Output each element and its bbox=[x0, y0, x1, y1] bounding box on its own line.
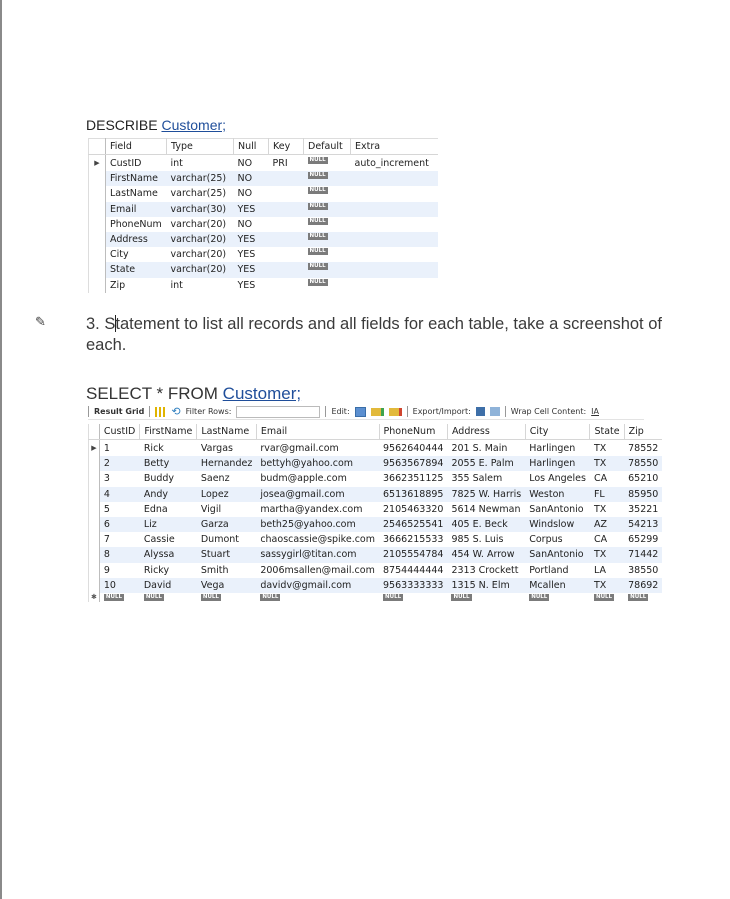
cell-state[interactable] bbox=[590, 593, 624, 602]
cell-lastname[interactable]: Saenz bbox=[200, 473, 230, 485]
new-row-marker-icon: ✱ bbox=[89, 593, 100, 602]
describe-row[interactable] bbox=[89, 262, 439, 277]
cell-firstname[interactable]: Liz bbox=[140, 517, 197, 532]
cell-custid[interactable]: 6 bbox=[99, 517, 139, 532]
cell-city[interactable]: Harlingen bbox=[525, 456, 590, 471]
column-header-firstname[interactable]: FirstName bbox=[140, 424, 197, 440]
column-header-address[interactable]: Address bbox=[447, 424, 525, 440]
cell-firstname[interactable]: Betty bbox=[140, 456, 197, 471]
null-badge: NULL bbox=[309, 233, 326, 240]
cell-key[interactable] bbox=[269, 262, 304, 277]
null-badge: NULL bbox=[453, 593, 470, 600]
cell-extra[interactable] bbox=[351, 217, 439, 232]
cell-firstname[interactable]: David bbox=[140, 578, 197, 593]
column-header-type[interactable]: Type bbox=[167, 139, 234, 155]
cell-default[interactable] bbox=[304, 262, 351, 277]
cell-field[interactable]: PhoneNum bbox=[110, 218, 162, 230]
cell-custid[interactable]: 10 bbox=[99, 578, 139, 593]
describe-row[interactable] bbox=[89, 171, 439, 186]
select-result-grid bbox=[88, 424, 662, 602]
import-icon[interactable] bbox=[490, 407, 500, 416]
cell-lastname[interactable]: Garza bbox=[197, 517, 256, 532]
cell-state[interactable]: TX bbox=[590, 456, 624, 471]
cell-city[interactable]: Los Angeles bbox=[529, 473, 586, 485]
null-badge: NULL bbox=[630, 593, 647, 600]
cell-state[interactable]: TX bbox=[590, 578, 624, 593]
cell-custid[interactable]: 2 bbox=[99, 456, 139, 471]
row-header[interactable] bbox=[89, 440, 100, 457]
cell-zip[interactable]: 78552 bbox=[628, 442, 659, 454]
null-badge: NULL bbox=[202, 593, 219, 600]
column-header-phonenum[interactable]: PhoneNum bbox=[379, 424, 447, 440]
cell-key[interactable] bbox=[269, 186, 304, 201]
cell-address[interactable]: 2313 Crockett bbox=[451, 564, 519, 576]
cell-zip[interactable]: 65299 bbox=[628, 534, 659, 546]
cell-firstname[interactable] bbox=[140, 593, 197, 602]
delete-row-icon[interactable] bbox=[389, 408, 402, 416]
instruction-text-start: 3. S bbox=[86, 315, 116, 333]
cell-state[interactable]: TX bbox=[593, 503, 607, 515]
cell-custid[interactable]: 3 bbox=[103, 473, 110, 485]
cell-email[interactable]: budm@apple.com bbox=[260, 473, 347, 485]
ai-sparkle-pen-icon[interactable]: ✎ bbox=[35, 314, 46, 329]
row-header[interactable] bbox=[89, 563, 100, 578]
cell-city[interactable]: Mcallen bbox=[525, 578, 590, 593]
cell-default[interactable] bbox=[304, 217, 351, 232]
cell-email[interactable]: bettyh@yahoo.com bbox=[256, 456, 379, 471]
cell-field[interactable]: City bbox=[110, 249, 129, 261]
cell-key[interactable]: PRI bbox=[272, 157, 288, 169]
toolbar-separator bbox=[325, 406, 326, 417]
cell-null[interactable]: YES bbox=[234, 202, 269, 217]
column-header-city[interactable]: City bbox=[525, 424, 590, 440]
cell-type[interactable]: varchar(30) bbox=[167, 202, 234, 217]
cell-email[interactable]: chaoscassie@spike.com bbox=[260, 534, 376, 546]
cell-field[interactable]: Zip bbox=[110, 279, 126, 291]
cell-state[interactable]: AZ bbox=[590, 517, 624, 532]
cell-address[interactable]: 454 W. Arrow bbox=[447, 547, 525, 562]
instruction-paragraph bbox=[86, 314, 666, 356]
null-badge: NULL bbox=[309, 202, 326, 209]
cell-phonenum[interactable]: 6513618895 bbox=[379, 487, 447, 502]
cell-email[interactable]: rvar@gmail.com bbox=[260, 442, 339, 454]
customer-row[interactable] bbox=[89, 456, 663, 471]
new-row-placeholder[interactable] bbox=[89, 593, 663, 602]
cell-firstname[interactable]: Andy bbox=[140, 487, 197, 502]
cell-phonenum[interactable]: 9563567894 bbox=[379, 456, 447, 471]
row-header[interactable] bbox=[89, 171, 106, 186]
cell-type[interactable]: varchar(20) bbox=[167, 262, 234, 277]
cell-type[interactable]: int bbox=[170, 157, 183, 169]
cell-city[interactable]: SanAntonio bbox=[525, 547, 590, 562]
row-header[interactable] bbox=[89, 547, 100, 562]
current-row-arrow-icon: ▶ bbox=[94, 159, 100, 168]
cell-type[interactable]: varchar(20) bbox=[167, 232, 234, 247]
cell-phonenum[interactable]: 3666215533 bbox=[383, 534, 444, 546]
row-header[interactable] bbox=[89, 278, 106, 293]
describe-row[interactable] bbox=[89, 202, 439, 217]
null-badge: NULL bbox=[309, 248, 326, 255]
row-header[interactable] bbox=[89, 262, 106, 277]
describe-row[interactable] bbox=[89, 186, 439, 201]
cell-address[interactable]: 355 Salem bbox=[451, 473, 503, 485]
cell-lastname[interactable]: Vigil bbox=[200, 503, 222, 515]
null-badge: NULL bbox=[309, 172, 326, 179]
cell-state[interactable]: CA bbox=[593, 534, 608, 546]
cell-city[interactable]: Corpus bbox=[529, 534, 563, 546]
column-header-extra[interactable]: Extra bbox=[351, 139, 439, 155]
row-header[interactable] bbox=[89, 517, 100, 532]
cell-extra[interactable] bbox=[351, 202, 439, 217]
cell-phonenum[interactable]: 3662351125 bbox=[383, 473, 444, 485]
cell-zip[interactable]: 35221 bbox=[628, 503, 659, 515]
null-badge: NULL bbox=[262, 593, 279, 600]
cell-field[interactable]: Address bbox=[106, 232, 167, 247]
cell-city[interactable]: Weston bbox=[525, 487, 590, 502]
cell-custid[interactable]: 8 bbox=[99, 547, 139, 562]
page-left-edge bbox=[0, 0, 2, 899]
row-header[interactable] bbox=[89, 502, 100, 517]
describe-row[interactable] bbox=[89, 247, 439, 262]
cell-null[interactable]: NO bbox=[237, 218, 253, 230]
toolbar-separator bbox=[407, 406, 408, 417]
cell-lastname[interactable]: Lopez bbox=[197, 487, 256, 502]
cell-extra[interactable] bbox=[351, 171, 439, 186]
insert-row-icon[interactable] bbox=[371, 408, 384, 416]
cell-field[interactable]: State bbox=[106, 262, 167, 277]
column-header-lastname[interactable]: LastName bbox=[197, 424, 256, 440]
export-icon[interactable] bbox=[476, 407, 485, 416]
toolbar-separator bbox=[505, 406, 506, 417]
cell-firstname[interactable]: Edna bbox=[143, 503, 168, 515]
toolbar-separator bbox=[88, 406, 89, 417]
wrap-cell-content-label: Wrap Cell Content: bbox=[510, 407, 587, 416]
cell-lastname[interactable]: Hernandez bbox=[197, 456, 256, 471]
cell-email[interactable]: martha@yandex.com bbox=[260, 503, 363, 515]
null-badge: NULL bbox=[595, 593, 613, 600]
cell-address[interactable]: 405 E. Beck bbox=[447, 517, 525, 532]
describe-row[interactable] bbox=[89, 217, 439, 232]
customer-row[interactable] bbox=[89, 563, 663, 578]
filter-rows-label: Filter Rows: bbox=[185, 407, 232, 416]
cell-phonenum[interactable]: 2546525541 bbox=[379, 517, 447, 532]
cell-city[interactable]: Harlingen bbox=[529, 442, 576, 454]
cell-default[interactable] bbox=[304, 202, 351, 217]
cell-firstname[interactable]: Cassie bbox=[143, 534, 175, 546]
cell-lastname[interactable]: Vargas bbox=[200, 442, 233, 454]
describe-result-grid bbox=[88, 138, 438, 293]
cell-address[interactable]: 1315 N. Elm bbox=[447, 578, 525, 593]
cell-zip[interactable]: 65210 bbox=[628, 473, 659, 485]
result-grid-toolbar bbox=[88, 404, 644, 420]
column-header-email[interactable]: Email bbox=[256, 424, 379, 440]
cell-phonenum[interactable] bbox=[379, 593, 447, 602]
cell-field[interactable]: LastName bbox=[110, 188, 158, 200]
cell-city[interactable]: Windslow bbox=[525, 517, 590, 532]
cell-lastname[interactable]: Stuart bbox=[197, 547, 256, 562]
cell-zip[interactable] bbox=[624, 593, 662, 602]
cell-phonenum[interactable]: 2105554784 bbox=[379, 547, 447, 562]
null-badge: NULL bbox=[385, 593, 402, 600]
select-header-row bbox=[89, 424, 663, 440]
cell-phonenum[interactable]: 8754444444 bbox=[383, 564, 444, 576]
cell-address[interactable]: 7825 W. Harris bbox=[447, 487, 525, 502]
cell-custid[interactable] bbox=[99, 593, 139, 602]
row-header[interactable] bbox=[89, 578, 100, 593]
filter-rows-input[interactable] bbox=[236, 406, 320, 418]
cell-zip[interactable]: 54213 bbox=[624, 517, 662, 532]
customer-row[interactable] bbox=[89, 517, 663, 532]
cell-email[interactable]: josea@gmail.com bbox=[256, 487, 379, 502]
cell-default[interactable] bbox=[304, 247, 351, 262]
cell-state[interactable]: LA bbox=[593, 564, 606, 576]
cell-extra[interactable] bbox=[351, 186, 439, 201]
customer-row[interactable] bbox=[89, 471, 663, 486]
cell-state[interactable]: TX bbox=[593, 442, 607, 454]
column-header-state[interactable]: State bbox=[590, 424, 624, 440]
column-header-field[interactable]: Field bbox=[106, 139, 167, 155]
column-header-zip[interactable]: Zip bbox=[624, 424, 662, 440]
cell-field[interactable]: FirstName bbox=[106, 171, 167, 186]
column-header-null[interactable]: Null bbox=[234, 139, 269, 155]
cell-lastname[interactable]: Smith bbox=[200, 564, 229, 576]
cell-zip[interactable]: 85950 bbox=[624, 487, 662, 502]
cell-firstname[interactable]: Alyssa bbox=[140, 547, 197, 562]
result-grid-tab[interactable]: Result Grid bbox=[94, 407, 145, 416]
cell-field[interactable]: Email bbox=[106, 202, 167, 217]
null-badge: NULL bbox=[531, 593, 548, 600]
cell-firstname[interactable]: Rick bbox=[143, 442, 164, 454]
cell-default[interactable] bbox=[304, 232, 351, 247]
customer-row[interactable] bbox=[89, 502, 663, 517]
cell-state[interactable]: TX bbox=[590, 547, 624, 562]
customer-row[interactable] bbox=[89, 532, 663, 547]
cell-default[interactable] bbox=[304, 278, 351, 293]
cell-type[interactable]: varchar(25) bbox=[167, 171, 234, 186]
cell-zip[interactable]: 78550 bbox=[624, 456, 662, 471]
edit-row-icon[interactable] bbox=[355, 407, 366, 417]
edit-label: Edit: bbox=[331, 407, 350, 416]
cell-default[interactable] bbox=[304, 171, 351, 186]
row-header[interactable] bbox=[89, 456, 100, 471]
cell-city[interactable]: Portland bbox=[529, 564, 569, 576]
cell-address[interactable]: 5614 Newman bbox=[451, 503, 521, 515]
cell-extra[interactable] bbox=[351, 232, 439, 247]
row-header[interactable] bbox=[89, 247, 106, 262]
cell-type[interactable]: int bbox=[170, 279, 183, 291]
cell-phonenum[interactable]: 2105463320 bbox=[383, 503, 444, 515]
cell-email[interactable]: beth25@yahoo.com bbox=[256, 517, 379, 532]
cell-custid[interactable]: 7 bbox=[103, 534, 110, 546]
row-header[interactable] bbox=[89, 487, 100, 502]
cell-key[interactable] bbox=[269, 171, 304, 186]
cell-null[interactable]: YES bbox=[237, 279, 256, 291]
cell-zip[interactable]: 78692 bbox=[624, 578, 662, 593]
cell-zip[interactable]: 38550 bbox=[628, 564, 659, 576]
null-badge: NULL bbox=[309, 263, 326, 270]
column-header-key[interactable]: Key bbox=[269, 139, 304, 155]
cell-default[interactable] bbox=[304, 186, 351, 201]
cell-address[interactable]: 2055 E. Palm bbox=[447, 456, 525, 471]
cell-phonenum[interactable]: 9562640444 bbox=[383, 442, 444, 454]
customer-row[interactable] bbox=[89, 578, 663, 593]
cell-email[interactable]: davidv@gmail.com bbox=[256, 578, 379, 593]
customer-row[interactable] bbox=[89, 440, 663, 457]
null-badge: NULL bbox=[309, 278, 326, 285]
row-header-corner bbox=[89, 139, 106, 155]
row-header[interactable] bbox=[89, 232, 106, 247]
cell-default[interactable] bbox=[304, 155, 351, 172]
null-badge: NULL bbox=[105, 593, 122, 600]
column-header-custid[interactable]: CustID bbox=[99, 424, 139, 440]
cell-null[interactable]: NO bbox=[237, 188, 253, 200]
cell-extra[interactable]: auto_increment bbox=[354, 157, 429, 169]
export-import-label: Export/Import: bbox=[412, 407, 471, 416]
row-header[interactable] bbox=[89, 155, 106, 172]
null-badge: NULL bbox=[309, 156, 326, 163]
refresh-icon[interactable]: ⟲ bbox=[171, 405, 181, 418]
row-header[interactable] bbox=[89, 532, 100, 547]
cell-lastname[interactable] bbox=[197, 593, 256, 602]
select-query bbox=[86, 384, 301, 404]
cell-null[interactable]: YES bbox=[234, 262, 269, 277]
cell-custid[interactable]: 4 bbox=[99, 487, 139, 502]
describe-row[interactable] bbox=[89, 278, 439, 293]
cell-key[interactable] bbox=[269, 202, 304, 217]
cell-key[interactable] bbox=[269, 217, 304, 232]
cell-extra[interactable] bbox=[351, 278, 439, 293]
describe-query bbox=[86, 117, 226, 133]
cell-null[interactable]: YES bbox=[237, 249, 256, 261]
row-header[interactable] bbox=[89, 202, 106, 217]
cell-extra[interactable] bbox=[351, 262, 439, 277]
cell-custid[interactable]: 9 bbox=[103, 564, 110, 576]
cell-phonenum[interactable]: 9563333333 bbox=[379, 578, 447, 593]
null-badge: NULL bbox=[145, 593, 162, 600]
grid-layout-icon[interactable] bbox=[155, 407, 166, 417]
null-badge: NULL bbox=[309, 217, 326, 224]
cell-extra[interactable] bbox=[351, 247, 439, 262]
cell-address[interactable]: 985 S. Luis bbox=[451, 534, 504, 546]
wrap-cell-icon[interactable]: IA bbox=[591, 407, 599, 416]
cell-field[interactable]: CustID bbox=[110, 157, 142, 169]
select-keyword: SELECT * FROM bbox=[86, 384, 218, 403]
cell-firstname[interactable]: Buddy bbox=[143, 473, 175, 485]
cell-custid[interactable]: 1 bbox=[103, 442, 110, 454]
row-header-corner bbox=[89, 424, 100, 440]
cell-custid[interactable]: 5 bbox=[103, 503, 110, 515]
column-header-default[interactable]: Default bbox=[304, 139, 351, 155]
cell-address[interactable] bbox=[447, 593, 525, 602]
row-header[interactable] bbox=[89, 471, 100, 486]
cell-key[interactable] bbox=[269, 247, 304, 262]
row-header[interactable] bbox=[89, 217, 106, 232]
cell-null[interactable]: NO bbox=[237, 157, 253, 169]
cell-type[interactable]: varchar(20) bbox=[170, 249, 227, 261]
toolbar-separator bbox=[149, 406, 150, 417]
instruction-text-rest: tatement to list all records and all fields for each table, take a screenshot of each. bbox=[86, 315, 662, 354]
cell-lastname[interactable]: Dumont bbox=[200, 534, 240, 546]
select-table-name[interactable]: Customer; bbox=[222, 384, 302, 403]
describe-row[interactable] bbox=[89, 155, 439, 172]
row-header[interactable] bbox=[89, 186, 106, 201]
cell-address[interactable]: 201 S. Main bbox=[451, 442, 508, 454]
describe-row[interactable] bbox=[89, 232, 439, 247]
describe-header-row bbox=[89, 139, 439, 155]
cell-key[interactable] bbox=[269, 232, 304, 247]
cell-key[interactable] bbox=[269, 278, 304, 293]
cell-state[interactable]: FL bbox=[590, 487, 624, 502]
cell-zip[interactable]: 71442 bbox=[624, 547, 662, 562]
cell-city[interactable]: SanAntonio bbox=[529, 503, 584, 515]
cell-firstname[interactable]: Ricky bbox=[143, 564, 170, 576]
cell-email[interactable]: 2006msallen@mail.com bbox=[260, 564, 375, 576]
cell-email[interactable]: sassygirl@titan.com bbox=[256, 547, 379, 562]
cell-type[interactable]: varchar(25) bbox=[170, 188, 227, 200]
describe-table-name[interactable]: Customer; bbox=[161, 117, 227, 133]
cell-type[interactable]: varchar(20) bbox=[170, 218, 227, 230]
null-badge: NULL bbox=[309, 187, 326, 194]
cell-null[interactable]: YES bbox=[234, 232, 269, 247]
customer-row[interactable] bbox=[89, 547, 663, 562]
cell-null[interactable]: NO bbox=[234, 171, 269, 186]
customer-row[interactable] bbox=[89, 487, 663, 502]
cell-lastname[interactable]: Vega bbox=[197, 578, 256, 593]
cell-state[interactable]: CA bbox=[593, 473, 608, 485]
cell-email[interactable] bbox=[256, 593, 379, 602]
cell-city[interactable] bbox=[525, 593, 590, 602]
describe-keyword: DESCRIBE bbox=[86, 117, 158, 133]
current-row-arrow-icon: ▶ bbox=[91, 444, 97, 453]
